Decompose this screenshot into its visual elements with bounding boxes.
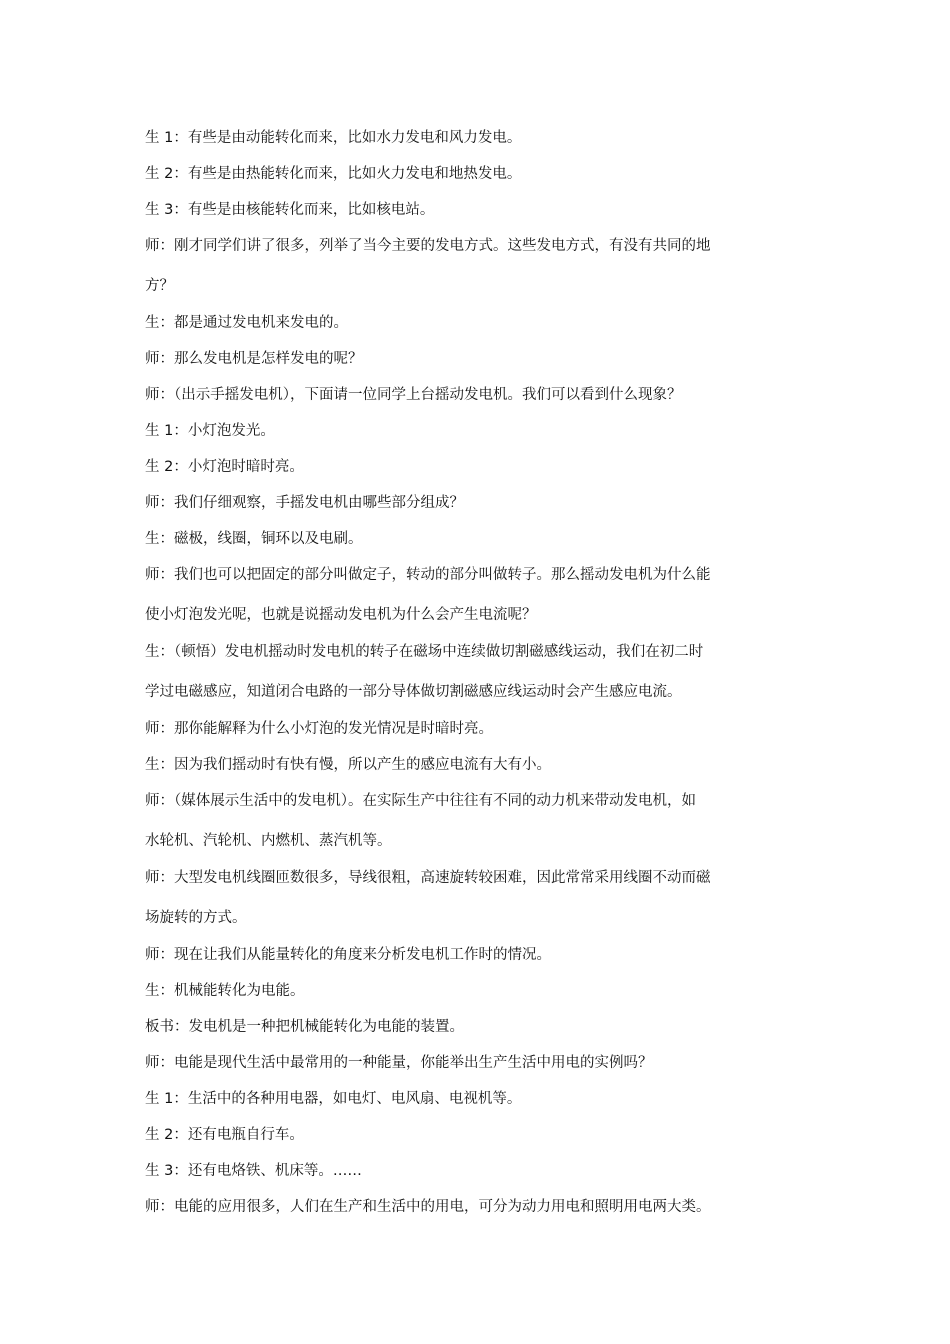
dialogue-line: 生：机械能转化为电能。: [145, 983, 305, 999]
dialogue-line-continuation: 水轮机、汽轮机、内燃机、蒸汽机等。: [145, 833, 392, 849]
dialogue-line-continuation: 学过电磁感应，知道闭合电路的一部分导体做切割磁感应线运动时会产生感应电流。: [145, 684, 682, 700]
lesson-transcript: [145, 124, 810, 1229]
dialogue-line: 生 1：有些是由动能转化而来，比如水力发电和风力发电。: [145, 130, 522, 146]
dialogue-line-continuation: 方？: [145, 278, 174, 294]
dialogue-line: 生 1：小灯泡发光。: [145, 423, 275, 439]
dialogue-line: 生 2：还有电瓶自行车。: [145, 1127, 304, 1143]
board-note-line: 板书：发电机是一种把机械能转化为电能的装置。: [145, 1019, 464, 1035]
dialogue-line: 生 3：有些是由核能转化而来，比如核电站。: [145, 202, 435, 218]
dialogue-line: 师：刚才同学们讲了很多，列举了当今主要的发电方式。这些发电方式，有没有共同的地: [145, 238, 711, 254]
dialogue-line: 师：现在让我们从能量转化的角度来分析发电机工作时的情况。: [145, 947, 551, 963]
dialogue-line: 生：磁极，线圈，铜环以及电刷。: [145, 531, 363, 547]
dialogue-line: 师：电能是现代生活中最常用的一种能量，你能举出生产生活中用电的实例吗？: [145, 1055, 653, 1071]
dialogue-line: 师：（媒体展示生活中的发电机）。在实际生产中往往有不同的动力机来带动发电机，如: [145, 793, 696, 809]
dialogue-line-continuation: 场旋转的方式。: [145, 910, 247, 926]
dialogue-line: 师：我们仔细观察，手摇发电机由哪些部分组成？: [145, 495, 464, 511]
dialogue-line: 师：我们也可以把固定的部分叫做定子，转动的部分叫做转子。那么摇动发电机为什么能: [145, 567, 711, 583]
dialogue-line: 生：都是通过发电机来发电的。: [145, 315, 348, 331]
dialogue-line: 师：那么发电机是怎样发电的呢？: [145, 351, 363, 367]
dialogue-line: 生 3：还有电烙铁、机床等。……: [145, 1163, 362, 1179]
dialogue-line: 师：（出示手摇发电机），下面请一位同学上台摇动发电机。我们可以看到什么现象？: [145, 387, 682, 403]
dialogue-line: 师：那你能解释为什么小灯泡的发光情况是时暗时亮。: [145, 721, 493, 737]
dialogue-line: 生 2：小灯泡时暗时亮。: [145, 459, 304, 475]
dialogue-line: 师：大型发电机线圈匝数很多，导线很粗，高速旋转较困难，因此常常采用线圈不动而磁: [145, 870, 711, 886]
dialogue-line: 生：因为我们摇动时有快有慢，所以产生的感应电流有大有小。: [145, 757, 551, 773]
dialogue-line: 生 2：有些是由热能转化而来，比如火力发电和地热发电。: [145, 166, 522, 182]
dialogue-line-continuation: 使小灯泡发光呢，也就是说摇动发电机为什么会产生电流呢？: [145, 607, 537, 623]
dialogue-line: 生 1：生活中的各种用电器，如电灯、电风扇、电视机等。: [145, 1091, 522, 1107]
dialogue-line: 生：（顿悟）发电机摇动时发电机的转子在磁场中连续做切割磁感线运动，我们在初二时: [145, 644, 704, 660]
dialogue-line: 师：电能的应用很多，人们在生产和生活中的用电，可分为动力用电和照明用电两大类。: [145, 1199, 711, 1215]
